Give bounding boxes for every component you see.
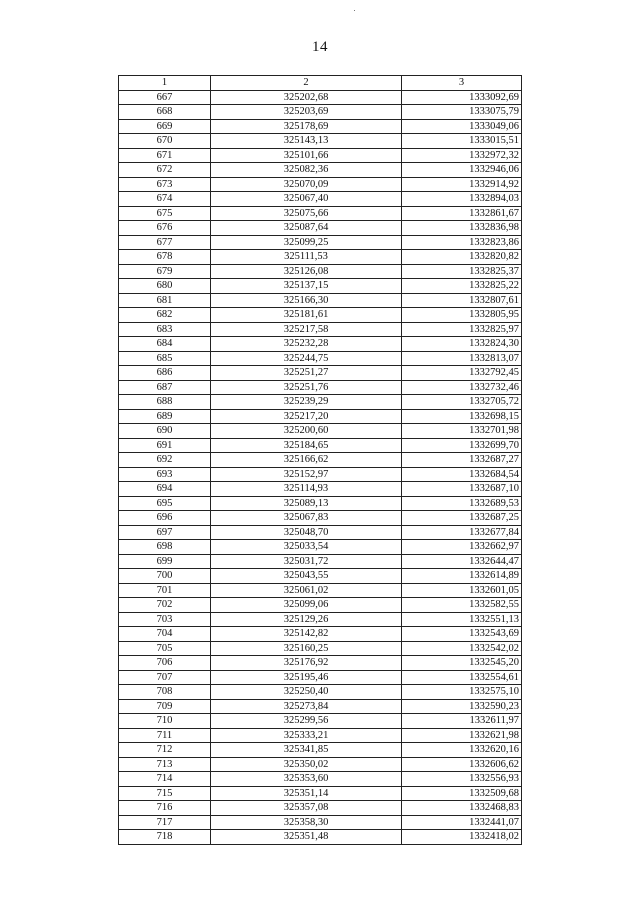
coordinate-x-cell: 325126,08 bbox=[211, 264, 402, 279]
table-body bbox=[119, 90, 522, 844]
table-row bbox=[119, 264, 522, 279]
table-row bbox=[119, 235, 522, 250]
coordinate-y-cell: 1333075,79 bbox=[402, 105, 522, 120]
table-row bbox=[119, 177, 522, 192]
coordinate-x-cell: 325043,55 bbox=[211, 569, 402, 584]
point-number-cell: 686 bbox=[119, 366, 211, 381]
coordinate-x-cell: 325251,27 bbox=[211, 366, 402, 381]
coordinate-y-cell: 1332543,69 bbox=[402, 627, 522, 642]
coordinate-x-cell: 325273,84 bbox=[211, 699, 402, 714]
table-row bbox=[119, 351, 522, 366]
point-number-cell: 694 bbox=[119, 482, 211, 497]
table-row bbox=[119, 743, 522, 758]
point-number-cell: 689 bbox=[119, 409, 211, 424]
point-number-cell: 677 bbox=[119, 235, 211, 250]
coordinate-x-cell: 325232,28 bbox=[211, 337, 402, 352]
point-number-cell: 687 bbox=[119, 380, 211, 395]
coordinate-x-cell: 325160,25 bbox=[211, 641, 402, 656]
coordinate-x-cell: 325137,15 bbox=[211, 279, 402, 294]
table-row bbox=[119, 554, 522, 569]
coordinate-y-cell: 1332946,06 bbox=[402, 163, 522, 178]
coordinate-y-cell: 1332554,61 bbox=[402, 670, 522, 685]
coordinate-x-cell: 325358,30 bbox=[211, 815, 402, 830]
coordinate-y-cell: 1332824,30 bbox=[402, 337, 522, 352]
table-row bbox=[119, 337, 522, 352]
table-row bbox=[119, 380, 522, 395]
table-row bbox=[119, 714, 522, 729]
coordinate-y-cell: 1332687,25 bbox=[402, 511, 522, 526]
table-row bbox=[119, 728, 522, 743]
coordinate-y-cell: 1332698,15 bbox=[402, 409, 522, 424]
point-number-cell: 673 bbox=[119, 177, 211, 192]
coordinate-x-cell: 325048,70 bbox=[211, 525, 402, 540]
coordinate-x-cell: 325061,02 bbox=[211, 583, 402, 598]
point-number-cell: 669 bbox=[119, 119, 211, 134]
header-row bbox=[119, 76, 522, 91]
coordinate-y-cell: 1332689,53 bbox=[402, 496, 522, 511]
point-number-cell: 693 bbox=[119, 467, 211, 482]
table-row bbox=[119, 641, 522, 656]
table-row bbox=[119, 612, 522, 627]
scan-speck bbox=[354, 10, 355, 11]
coordinate-x-cell: 325333,21 bbox=[211, 728, 402, 743]
coordinate-y-cell: 1332620,16 bbox=[402, 743, 522, 758]
point-number-cell: 668 bbox=[119, 105, 211, 120]
column-header-1: 1 bbox=[119, 76, 211, 91]
point-number-cell: 667 bbox=[119, 90, 211, 105]
coordinate-y-cell: 1332807,61 bbox=[402, 293, 522, 308]
table-row bbox=[119, 192, 522, 207]
coordinate-y-cell: 1332813,07 bbox=[402, 351, 522, 366]
table-row bbox=[119, 105, 522, 120]
table-row bbox=[119, 801, 522, 816]
coordinate-y-cell: 1332542,02 bbox=[402, 641, 522, 656]
table-row bbox=[119, 163, 522, 178]
coordinate-x-cell: 325217,58 bbox=[211, 322, 402, 337]
coordinate-x-cell: 325299,56 bbox=[211, 714, 402, 729]
coordinate-x-cell: 325251,76 bbox=[211, 380, 402, 395]
coordinate-y-cell: 1332825,22 bbox=[402, 279, 522, 294]
coordinate-y-cell: 1333015,51 bbox=[402, 134, 522, 149]
column-header-3: 3 bbox=[402, 76, 522, 91]
table-row bbox=[119, 757, 522, 772]
table-row bbox=[119, 221, 522, 236]
point-number-cell: 688 bbox=[119, 395, 211, 410]
coordinate-x-cell: 325250,40 bbox=[211, 685, 402, 700]
coordinate-x-cell: 325166,62 bbox=[211, 453, 402, 468]
table-row bbox=[119, 525, 522, 540]
coordinate-x-cell: 325067,83 bbox=[211, 511, 402, 526]
table-row bbox=[119, 279, 522, 294]
coordinate-x-cell: 325341,85 bbox=[211, 743, 402, 758]
coordinate-x-cell: 325075,66 bbox=[211, 206, 402, 221]
table-row bbox=[119, 786, 522, 801]
table-row bbox=[119, 699, 522, 714]
point-number-cell: 682 bbox=[119, 308, 211, 323]
table-row bbox=[119, 134, 522, 149]
coordinate-x-cell: 325353,60 bbox=[211, 772, 402, 787]
coordinate-x-cell: 325070,09 bbox=[211, 177, 402, 192]
coordinate-x-cell: 325200,60 bbox=[211, 424, 402, 439]
point-number-cell: 708 bbox=[119, 685, 211, 700]
table-row bbox=[119, 467, 522, 482]
coordinate-y-cell: 1332861,67 bbox=[402, 206, 522, 221]
coordinate-x-cell: 325087,64 bbox=[211, 221, 402, 236]
coordinate-y-cell: 1332556,93 bbox=[402, 772, 522, 787]
coordinate-y-cell: 1332545,20 bbox=[402, 656, 522, 671]
coordinate-x-cell: 325239,29 bbox=[211, 395, 402, 410]
point-number-cell: 675 bbox=[119, 206, 211, 221]
point-number-cell: 695 bbox=[119, 496, 211, 511]
coordinate-x-cell: 325033,54 bbox=[211, 540, 402, 555]
point-number-cell: 680 bbox=[119, 279, 211, 294]
coordinate-y-cell: 1332551,13 bbox=[402, 612, 522, 627]
point-number-cell: 697 bbox=[119, 525, 211, 540]
coordinates-table bbox=[118, 75, 522, 845]
coordinate-x-cell: 325099,06 bbox=[211, 598, 402, 613]
coordinate-y-cell: 1332677,84 bbox=[402, 525, 522, 540]
coordinate-x-cell: 325111,53 bbox=[211, 250, 402, 265]
point-number-cell: 704 bbox=[119, 627, 211, 642]
table-row bbox=[119, 569, 522, 584]
column-header-2: 2 bbox=[211, 76, 402, 91]
coordinate-y-cell: 1332823,86 bbox=[402, 235, 522, 250]
coordinate-x-cell: 325176,92 bbox=[211, 656, 402, 671]
point-number-cell: 713 bbox=[119, 757, 211, 772]
point-number-cell: 684 bbox=[119, 337, 211, 352]
point-number-cell: 681 bbox=[119, 293, 211, 308]
coordinate-y-cell: 1332582,55 bbox=[402, 598, 522, 613]
point-number-cell: 714 bbox=[119, 772, 211, 787]
coordinate-y-cell: 1332509,68 bbox=[402, 786, 522, 801]
point-number-cell: 671 bbox=[119, 148, 211, 163]
point-number-cell: 718 bbox=[119, 830, 211, 845]
table-row bbox=[119, 685, 522, 700]
point-number-cell: 696 bbox=[119, 511, 211, 526]
coordinate-y-cell: 1332606,62 bbox=[402, 757, 522, 772]
coordinate-y-cell: 1332575,10 bbox=[402, 685, 522, 700]
table-row bbox=[119, 206, 522, 221]
point-number-cell: 690 bbox=[119, 424, 211, 439]
point-number-cell: 683 bbox=[119, 322, 211, 337]
coordinate-x-cell: 325101,66 bbox=[211, 148, 402, 163]
table-row bbox=[119, 409, 522, 424]
coordinate-y-cell: 1332590,23 bbox=[402, 699, 522, 714]
coordinate-x-cell: 325129,26 bbox=[211, 612, 402, 627]
coordinate-x-cell: 325082,36 bbox=[211, 163, 402, 178]
table-row bbox=[119, 772, 522, 787]
table-row bbox=[119, 293, 522, 308]
page-number: 14 bbox=[312, 39, 328, 55]
table-row bbox=[119, 540, 522, 555]
coordinate-x-cell: 325351,14 bbox=[211, 786, 402, 801]
table-row bbox=[119, 148, 522, 163]
table-row bbox=[119, 453, 522, 468]
point-number-cell: 691 bbox=[119, 438, 211, 453]
point-number-cell: 670 bbox=[119, 134, 211, 149]
coordinate-y-cell: 1332601,05 bbox=[402, 583, 522, 598]
coordinate-y-cell: 1332705,72 bbox=[402, 395, 522, 410]
table-row bbox=[119, 424, 522, 439]
coordinate-x-cell: 325099,25 bbox=[211, 235, 402, 250]
coordinate-y-cell: 1332825,97 bbox=[402, 322, 522, 337]
coordinate-x-cell: 325114,93 bbox=[211, 482, 402, 497]
table-row bbox=[119, 815, 522, 830]
table-row bbox=[119, 583, 522, 598]
coordinate-y-cell: 1332732,46 bbox=[402, 380, 522, 395]
coordinate-x-cell: 325089,13 bbox=[211, 496, 402, 511]
point-number-cell: 702 bbox=[119, 598, 211, 613]
point-number-cell: 711 bbox=[119, 728, 211, 743]
point-number-cell: 707 bbox=[119, 670, 211, 685]
table-row bbox=[119, 656, 522, 671]
point-number-cell: 678 bbox=[119, 250, 211, 265]
coordinate-x-cell: 325142,82 bbox=[211, 627, 402, 642]
coordinate-x-cell: 325217,20 bbox=[211, 409, 402, 424]
point-number-cell: 709 bbox=[119, 699, 211, 714]
table-row bbox=[119, 496, 522, 511]
table-row bbox=[119, 511, 522, 526]
coordinate-x-cell: 325202,68 bbox=[211, 90, 402, 105]
coordinate-y-cell: 1332792,45 bbox=[402, 366, 522, 381]
coordinate-x-cell: 325067,40 bbox=[211, 192, 402, 207]
table-row bbox=[119, 830, 522, 845]
table-row bbox=[119, 598, 522, 613]
table-header bbox=[119, 76, 522, 91]
point-number-cell: 685 bbox=[119, 351, 211, 366]
coordinate-y-cell: 1332441,07 bbox=[402, 815, 522, 830]
table-row bbox=[119, 670, 522, 685]
point-number-cell: 692 bbox=[119, 453, 211, 468]
point-number-cell: 672 bbox=[119, 163, 211, 178]
coordinate-y-cell: 1332701,98 bbox=[402, 424, 522, 439]
table-row bbox=[119, 322, 522, 337]
table-row bbox=[119, 366, 522, 381]
point-number-cell: 715 bbox=[119, 786, 211, 801]
coordinate-y-cell: 1332820,82 bbox=[402, 250, 522, 265]
coordinate-y-cell: 1332894,03 bbox=[402, 192, 522, 207]
table-row bbox=[119, 627, 522, 642]
point-number-cell: 705 bbox=[119, 641, 211, 656]
table-row bbox=[119, 482, 522, 497]
coordinate-x-cell: 325178,69 bbox=[211, 119, 402, 134]
coordinate-y-cell: 1332699,70 bbox=[402, 438, 522, 453]
coordinate-y-cell: 1332662,97 bbox=[402, 540, 522, 555]
table-row bbox=[119, 438, 522, 453]
point-number-cell: 698 bbox=[119, 540, 211, 555]
coordinate-x-cell: 325152,97 bbox=[211, 467, 402, 482]
coordinate-x-cell: 325143,13 bbox=[211, 134, 402, 149]
coordinate-y-cell: 1332825,37 bbox=[402, 264, 522, 279]
coordinate-x-cell: 325031,72 bbox=[211, 554, 402, 569]
coordinate-y-cell: 1332687,27 bbox=[402, 453, 522, 468]
coordinate-x-cell: 325184,65 bbox=[211, 438, 402, 453]
coordinate-y-cell: 1332836,98 bbox=[402, 221, 522, 236]
coordinate-x-cell: 325203,69 bbox=[211, 105, 402, 120]
table-row bbox=[119, 308, 522, 323]
point-number-cell: 716 bbox=[119, 801, 211, 816]
coordinate-y-cell: 1333049,06 bbox=[402, 119, 522, 134]
coordinate-x-cell: 325350,02 bbox=[211, 757, 402, 772]
coordinate-y-cell: 1332805,95 bbox=[402, 308, 522, 323]
coordinate-x-cell: 325357,08 bbox=[211, 801, 402, 816]
point-number-cell: 717 bbox=[119, 815, 211, 830]
table-row bbox=[119, 395, 522, 410]
coordinate-y-cell: 1332644,47 bbox=[402, 554, 522, 569]
point-number-cell: 699 bbox=[119, 554, 211, 569]
coordinate-y-cell: 1332611,97 bbox=[402, 714, 522, 729]
coordinate-y-cell: 1332914,92 bbox=[402, 177, 522, 192]
point-number-cell: 712 bbox=[119, 743, 211, 758]
coordinate-y-cell: 1332972,32 bbox=[402, 148, 522, 163]
point-number-cell: 710 bbox=[119, 714, 211, 729]
coordinate-x-cell: 325195,46 bbox=[211, 670, 402, 685]
coordinate-y-cell: 1333092,69 bbox=[402, 90, 522, 105]
point-number-cell: 701 bbox=[119, 583, 211, 598]
coordinate-y-cell: 1332468,83 bbox=[402, 801, 522, 816]
table-row bbox=[119, 119, 522, 134]
coordinate-y-cell: 1332684,54 bbox=[402, 467, 522, 482]
coordinate-x-cell: 325244,75 bbox=[211, 351, 402, 366]
point-number-cell: 676 bbox=[119, 221, 211, 236]
coordinate-x-cell: 325166,30 bbox=[211, 293, 402, 308]
table-row bbox=[119, 250, 522, 265]
point-number-cell: 703 bbox=[119, 612, 211, 627]
table-row bbox=[119, 90, 522, 105]
coordinate-y-cell: 1332614,89 bbox=[402, 569, 522, 584]
coordinate-x-cell: 325351,48 bbox=[211, 830, 402, 845]
coordinate-y-cell: 1332687,10 bbox=[402, 482, 522, 497]
coordinate-x-cell: 325181,61 bbox=[211, 308, 402, 323]
point-number-cell: 706 bbox=[119, 656, 211, 671]
coordinate-y-cell: 1332621,98 bbox=[402, 728, 522, 743]
point-number-cell: 700 bbox=[119, 569, 211, 584]
point-number-cell: 674 bbox=[119, 192, 211, 207]
point-number-cell: 679 bbox=[119, 264, 211, 279]
coordinate-y-cell: 1332418,02 bbox=[402, 830, 522, 845]
